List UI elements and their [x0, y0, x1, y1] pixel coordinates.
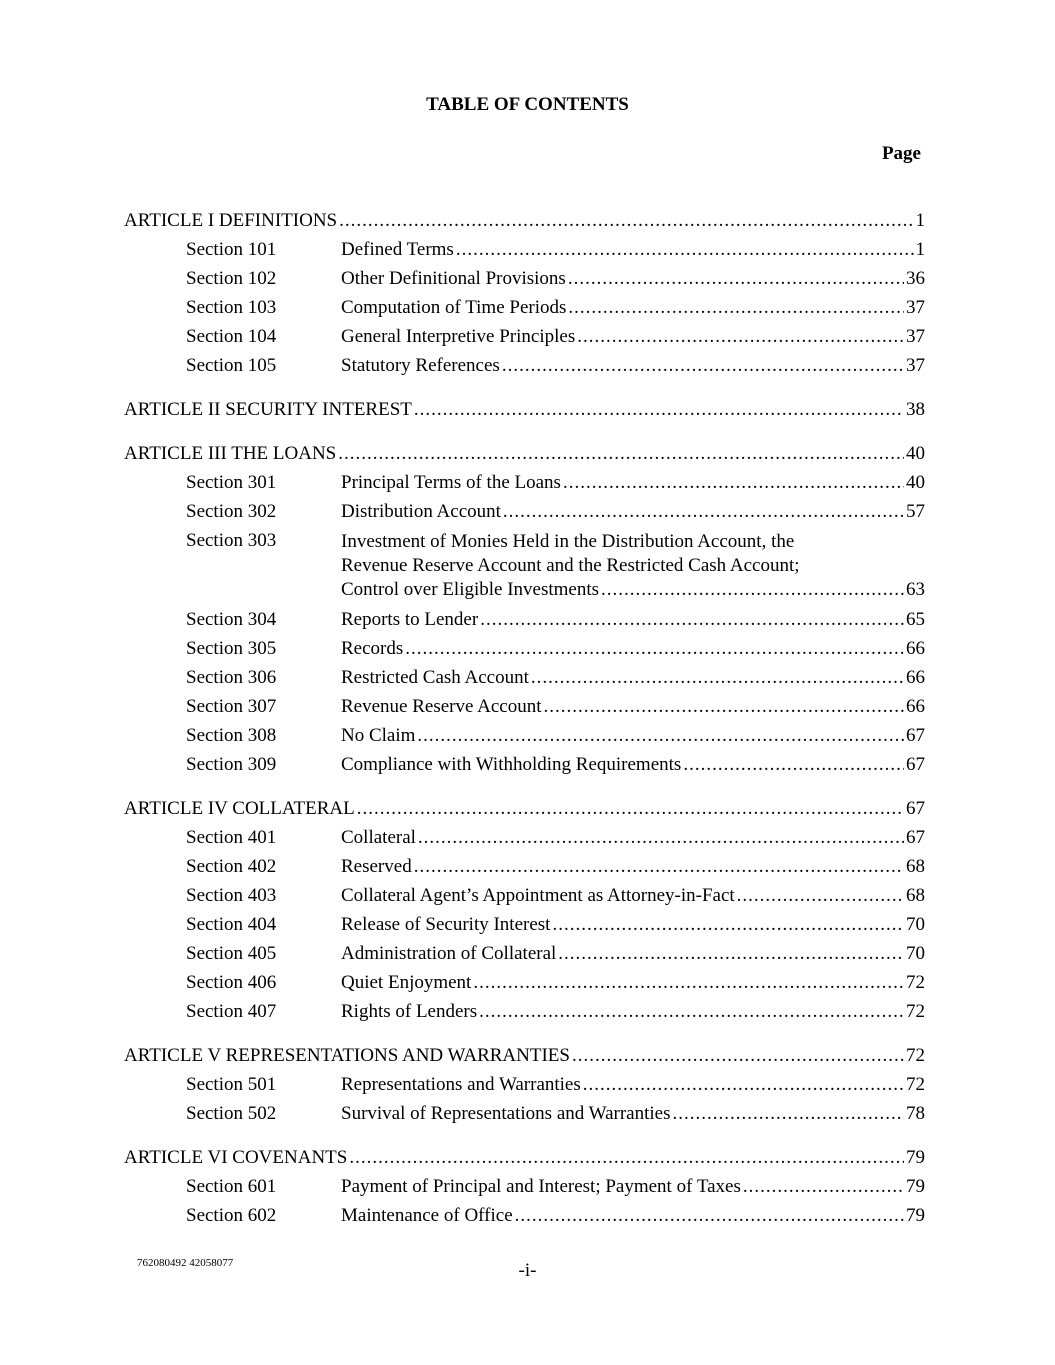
section-number: Section 102: [186, 268, 277, 289]
section-number: Section 104: [186, 326, 277, 347]
dot-leader: [339, 210, 913, 232]
dot-leader: [502, 355, 904, 377]
section-number: Section 402: [186, 856, 277, 877]
toc-section-entry[interactable]: [124, 660, 925, 689]
article-title: ARTICLE V REPRESENTATIONS AND WARRANTIES: [124, 1045, 570, 1066]
section-number: Section 404: [186, 914, 277, 935]
dot-leader: [558, 943, 904, 965]
section-title: General Interpretive Principles: [341, 326, 576, 347]
toc-section-entry[interactable]: [124, 689, 925, 718]
dot-leader: [414, 856, 904, 878]
dot-leader: [515, 1205, 904, 1227]
toc-section-entry[interactable]: [124, 290, 925, 319]
section-page: 37: [906, 326, 925, 347]
section-number: Section 304: [186, 609, 277, 630]
section-title: Records: [341, 638, 404, 659]
section-number: Section 303: [186, 530, 277, 551]
article-title: ARTICLE III THE LOANS: [124, 443, 337, 464]
toc-section-entry[interactable]: [124, 348, 925, 377]
section-number: Section 601: [186, 1176, 277, 1197]
dot-leader: [577, 326, 904, 348]
dot-leader: [737, 885, 904, 907]
toc-section-entry[interactable]: [124, 1067, 925, 1096]
toc-section-entry[interactable]: [124, 319, 925, 348]
toc-section-entry[interactable]: [124, 602, 925, 631]
section-number: Section 406: [186, 972, 277, 993]
section-title: No Claim: [341, 725, 416, 746]
toc-section-entry[interactable]: [124, 936, 925, 965]
section-number: Section 401: [186, 827, 277, 848]
dot-leader: [563, 472, 904, 494]
section-number: Section 305: [186, 638, 277, 659]
section-number: Section 602: [186, 1205, 277, 1226]
section-page: 37: [906, 297, 925, 318]
section-title: Representations and Warranties: [341, 1074, 581, 1095]
section-page: 40: [906, 472, 925, 493]
section-page: 70: [906, 943, 925, 964]
section-number: Section 101: [186, 239, 277, 260]
toc-section-entry[interactable]: [124, 465, 925, 494]
toc-section-entry[interactable]: [124, 523, 925, 602]
dot-leader: [572, 1045, 904, 1067]
toc-section-entry[interactable]: [124, 878, 925, 907]
article-title: ARTICLE II SECURITY INTEREST: [124, 399, 412, 420]
section-page: 72: [906, 972, 925, 993]
section-page: 66: [906, 696, 925, 717]
toc-article-entry[interactable]: [124, 1038, 925, 1067]
section-title: Revenue Reserve Account: [341, 696, 542, 717]
section-title: Quiet Enjoyment: [341, 972, 472, 993]
page-column-heading: Page: [881, 143, 921, 164]
toc-section-entry[interactable]: [124, 965, 925, 994]
dot-leader: [568, 297, 904, 319]
toc-title: TABLE OF CONTENTS: [426, 94, 629, 115]
toc-article-entry[interactable]: [124, 791, 925, 820]
dot-leader: [417, 725, 904, 747]
dot-leader: [479, 1001, 904, 1023]
article-page: 79: [906, 1147, 925, 1168]
section-title: Distribution Account: [341, 501, 501, 522]
toc-section-entry[interactable]: [124, 494, 925, 523]
dot-leader: [672, 1103, 904, 1125]
section-title: Defined Terms: [341, 239, 454, 260]
section-page: 67: [906, 754, 925, 775]
section-title: Reserved: [341, 856, 412, 877]
dot-leader: [473, 972, 904, 994]
toc-section-entry[interactable]: [124, 1169, 925, 1198]
toc-section-entry[interactable]: [124, 1198, 925, 1227]
section-title: Survival of Representations and Warranties: [341, 1103, 671, 1124]
section-page: 65: [906, 609, 925, 630]
dot-leader: [743, 1176, 904, 1198]
section-number: Section 309: [186, 754, 277, 775]
dot-leader: [418, 827, 904, 849]
article-page: 72: [906, 1045, 925, 1066]
section-title: Rights of Lenders: [341, 1001, 478, 1022]
section-number: Section 501: [186, 1074, 277, 1095]
section-title: Computation of Time Periods: [341, 297, 567, 318]
section-page: 66: [906, 638, 925, 659]
article-title: ARTICLE VI COVENANTS: [124, 1147, 348, 1168]
section-title: Compliance with Withholding Requirements: [341, 754, 682, 775]
section-title: Other Definitional Provisions: [341, 268, 566, 289]
dot-leader: [414, 399, 904, 421]
toc-section-entry[interactable]: [124, 820, 925, 849]
section-page: 57: [906, 501, 925, 522]
section-page: 68: [906, 856, 925, 877]
toc-section-entry[interactable]: [124, 994, 925, 1023]
section-title: Reports to Lender: [341, 609, 479, 630]
section-title-line: Revenue Reserve Account and the Restricted Cash Account;: [341, 555, 800, 576]
section-title-line: Investment of Monies Held in the Distribution Account, the: [341, 531, 795, 552]
section-title-line: Control over Eligible Investments: [341, 579, 600, 600]
toc-section-entry[interactable]: [124, 1096, 925, 1125]
section-title: Collateral Agent’s Appointment as Attorney-in-Fact: [341, 885, 735, 906]
section-page: 63: [906, 579, 925, 600]
section-title: Collateral: [341, 827, 416, 848]
article-page: 1: [915, 210, 925, 231]
section-page: 37: [906, 355, 925, 376]
dot-leader: [543, 696, 904, 718]
section-page: 67: [906, 827, 925, 848]
article-page: 67: [906, 798, 925, 819]
section-page: 72: [906, 1001, 925, 1022]
dot-leader: [349, 1147, 904, 1169]
section-number: Section 306: [186, 667, 277, 688]
article-page: 38: [906, 399, 925, 420]
document-id: 762080492 42058077: [137, 1257, 234, 1269]
dot-leader: [568, 268, 904, 290]
section-page: 79: [906, 1176, 925, 1197]
section-page: 68: [906, 885, 925, 906]
section-number: Section 105: [186, 355, 277, 376]
article-title: ARTICLE IV COLLATERAL: [124, 798, 355, 819]
dot-leader: [552, 914, 904, 936]
toc-section-entry[interactable]: [124, 718, 925, 747]
toc-section-entry[interactable]: [124, 261, 925, 290]
section-number: Section 407: [186, 1001, 277, 1022]
toc-section-entry[interactable]: [124, 631, 925, 660]
section-number: Section 302: [186, 501, 277, 522]
section-title: Administration of Collateral: [341, 943, 557, 964]
toc-section-entry[interactable]: [124, 907, 925, 936]
article-title: ARTICLE I DEFINITIONS: [124, 210, 338, 231]
section-page: 79: [906, 1205, 925, 1226]
page-number: -i-: [518, 1260, 537, 1281]
section-number: Section 308: [186, 725, 277, 746]
section-page: 72: [906, 1074, 925, 1095]
section-title: Payment of Principal and Interest; Payment of Taxes: [341, 1176, 741, 1197]
dot-leader: [480, 609, 904, 631]
dot-leader: [601, 578, 904, 602]
section-number: Section 307: [186, 696, 277, 717]
toc-article-entry[interactable]: [124, 392, 925, 421]
section-page: 66: [906, 667, 925, 688]
article-page: 40: [906, 443, 925, 464]
dot-leader: [405, 638, 904, 660]
section-page: 1: [915, 239, 925, 260]
section-title: Statutory References: [341, 355, 500, 376]
section-title: Principal Terms of the Loans: [341, 472, 561, 493]
section-number: Section 403: [186, 885, 277, 906]
section-page: 70: [906, 914, 925, 935]
toc-section-entry[interactable]: [124, 747, 925, 776]
toc-section-entry[interactable]: [124, 232, 925, 261]
section-title: Maintenance of Office: [341, 1205, 513, 1226]
section-number: Section 405: [186, 943, 277, 964]
dot-leader: [338, 443, 904, 465]
section-page: 36: [906, 268, 925, 289]
dot-leader: [503, 501, 904, 523]
section-number: Section 502: [186, 1103, 277, 1124]
table-of-contents: [124, 203, 925, 1227]
dot-leader: [531, 667, 904, 689]
toc-section-entry[interactable]: [124, 849, 925, 878]
section-title: Restricted Cash Account: [341, 667, 529, 688]
toc-article-entry[interactable]: [124, 203, 925, 232]
dot-leader: [456, 239, 914, 261]
dot-leader: [683, 754, 904, 776]
dot-leader: [357, 798, 904, 820]
section-page: 67: [906, 725, 925, 746]
dot-leader: [583, 1074, 904, 1096]
toc-article-entry[interactable]: [124, 436, 925, 465]
section-page: 78: [906, 1103, 925, 1124]
section-number: Section 103: [186, 297, 277, 318]
toc-article-entry[interactable]: [124, 1140, 925, 1169]
section-title: Release of Security Interest: [341, 914, 551, 935]
section-number: Section 301: [186, 472, 277, 493]
